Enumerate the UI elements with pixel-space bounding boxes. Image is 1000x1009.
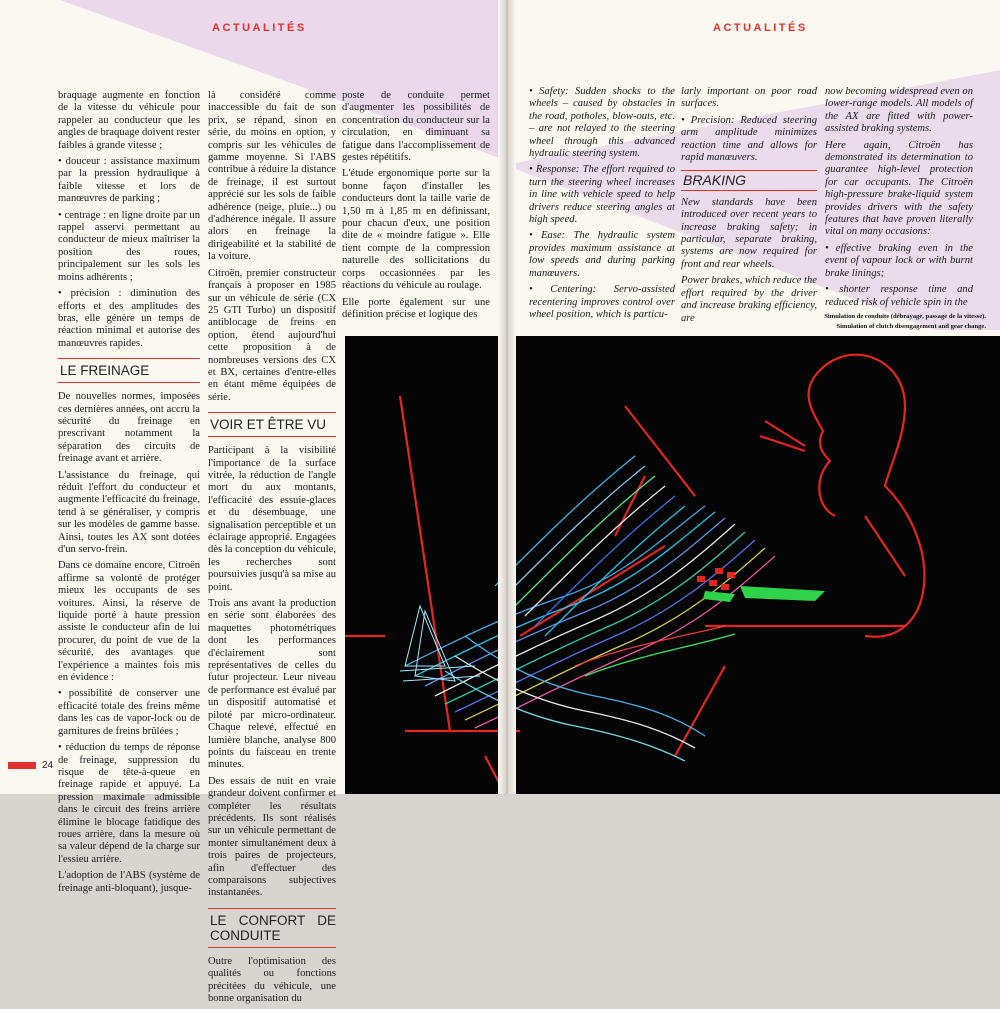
right-column-3 (825, 86, 973, 313)
paragraph: braquage augmente en fonction de la vitesse du véhicule pour rappeler au conducteur que les angles de braquage doivent rester faibles à grande vitesse ; (58, 90, 200, 151)
paragraph: Power brakes, which reduce the effort required by the driver and increase braking efficiency, are (681, 275, 817, 324)
paragraph: Des essais de nuit en vraie grandeur doivent confirmer et compléter les résultats précédents. Ils sont réalisés sur un véhicule permettant de monter simultanément deux à trois paires de projecteurs, afin d'effectuer des comparaisons subjectives instantanées. (208, 775, 336, 899)
paragraph: Participant à la visibilité l'importance de la surface vitrée, la réduction de l'angle mort du aux montants, l'efficacité des essuie-glaces et du désembuage, une signalisation perceptible et un éclairage approprié. Engagées dès la conception du véhicule, les recherches sont poursuivies jusqu'à sa mise au point. (208, 445, 336, 593)
page-number-text: 24 (42, 760, 54, 771)
paragraph: • Precision: Reduced steering arm amplitude minimizes reaction time and allows for rapid manœuvers. (681, 114, 817, 164)
right-column-2 (681, 86, 817, 329)
paragraph: • possibilité de conserver une efficacité totale des freins même dans les cas de vapor-lock ou de garnitures de freins brûlées ; (58, 688, 200, 737)
driving-simulation-figure (345, 336, 1000, 794)
section-heading-freinage: LE FREINAGE (58, 358, 200, 383)
left-column-1 (58, 90, 200, 899)
right-column-1 (529, 86, 675, 325)
section-heading-voir: VOIR ET ÊTRE VU (208, 412, 336, 437)
paragraph: • précision : diminution des efforts et des amplitudes des bras, elle génère un temps de réaction minimal et autorise des manœuvres rapides. (58, 288, 200, 349)
paragraph: • centrage : en ligne droite par un rappel asservi permettant au conducteur de mieux maîtriser la position des roues, principalement sur les sols les moins adhérents ; (58, 209, 200, 283)
page-number-bar (8, 762, 36, 769)
section-heading-braking: BRAKING (681, 170, 817, 190)
paragraph: • Safety: Sudden shocks to the wheels – caused by obstacles in the road, potholes, blow-outs, etc. – are not relayed to the steering wheel through this advanced hydraulic steering system. (529, 86, 675, 160)
paragraph: • shorter response time and reduced risk of vehicle spin in the (825, 284, 973, 308)
paragraph: Dans ce domaine encore, Citroën affirme sa volonté de protéger mieux les occupants de ses voitures. Ainsi, la réserve de liquide porté à haute pression assiste le conducteur afin de lui procurer, du point de vue de la sécurité, des avantages que l'expérience a maintes fois mis en évidence : (58, 560, 200, 684)
paragraph: Citroën, premier constructeur français à proposer en 1985 sur un véhicule de série (CX 25 GTI Turbo) un dispositif antiblocage de freins en option, étend aujourd'hui cette proposition à de nombreuses versions des CX et BX, certaines d'entre-elles en étant même équipées de série. (208, 267, 336, 403)
paragraph: là considéré comme inaccessible du fait de son prix, se répand, sinon en série, du moins en option, y compris sur les véhicules de gamme moyenne. Si l'ABS contribue à réduire la distance de freinage, il est surtout apprécié sur les sols de faible adhérence (neige, pluie...) ou d'adhérence inégale. Il assure alors en freinage la dirigeabilité et la stabilité de la voiture. (208, 90, 336, 263)
paragraph: New standards have been introduced over recent years to increase braking safety; in particular, separate braking, systems are now required for front and rear wheels. (681, 196, 817, 270)
section-heading-confort: LE CONFORT DE CONDUITE (208, 908, 336, 948)
caption-english: Simulation of clutch disengagement and gear change. (836, 323, 986, 330)
paragraph: Here again, Citroën has demonstrated its determination to guarantee high-level protection for car occupants. The Citroën high-pressure brake-liquid system provides drivers with the safety features that have proven literally vital on many occasions: (825, 139, 973, 238)
simulation-illustration (345, 336, 1000, 794)
caption-french: Simulation de conduite (débrayage, passage de la vitesse). (824, 313, 986, 320)
paragraph: larly important on poor road surfaces. (681, 86, 817, 110)
paragraph: now becoming widespread even on lower-range models. All models of the AX are fitted with power-assisted braking systems. (825, 86, 973, 135)
paragraph: • Response: The effort required to turn the steering wheel increases in line with vehicle speed to help drivers reduce steering angles at high speed. (529, 164, 675, 226)
paragraph: • effective braking even in the event of vapour lock or with burnt brake linings; (825, 242, 973, 279)
left-column-3 (342, 90, 490, 325)
paragraph: L'adoption de l'ABS (système de freinage anti-bloquant), jusque- (58, 870, 200, 894)
paragraph: Trois ans avant la production en série sont élaborées des maquettes photométriques dont les performances d'éclairement sont représentatives de celles du futur projecteur. Leur niveau de performance est évalué par un dispositif automatisé et piloté par micro-ordinateur. Chaque relevé, effectué en lumière blanche, analyse 800 points du faisceau en trente minutes. (208, 598, 336, 771)
paragraph: L'assistance du freinage, qui réduit l'effort du conducteur et augmente l'efficacité du freinage, tend à se généraliser, y compris sur les modèles de gamme basse. Ainsi, toutes les AX sont dotées d'un servo-frein. (58, 469, 200, 555)
rubric-right: ACTUALITÉS (713, 22, 808, 34)
paragraph: • réduction du temps de réponse de freinage, suppression du risque de tête-à-queue en freinage rapide et appuyé. La pression maximale admissible dans le circuit des freins arrière élimine le blocage fatidique des roues arrière, dans la mesure où sa valeur dépend de la charge sur l'essieu arrière. (58, 742, 200, 865)
rubric-left: ACTUALITÉS (212, 22, 307, 34)
paragraph: L'étude ergonomique porte sur la bonne façon d'installer les conducteurs dont la taille varie de 1,50 m à 1,85 m en définissant, pour chacun d'eux, une position dite de « moindre fatigue ». Elle tient compte de la compression naturelle des sollicitations du corps occasionnées par les réactions du véhicule au roulage. (342, 168, 490, 292)
paragraph: • Centering: Servo-assisted recentering improves control over wheel position, which is particu- (529, 284, 675, 320)
page-gutter (498, 0, 516, 794)
left-column-2 (208, 90, 336, 1009)
paragraph: • douceur : assistance maximum par la pression hydraulique à faible vitesse et lors de manœuvres de parking ; (58, 156, 200, 205)
page-number (8, 760, 53, 771)
paragraph: Outre l'optimisation des qualités ou fonctions précitées du véhicule, une bonne organisation du (208, 955, 336, 1004)
paragraph: De nouvelles normes, imposées ces dernières années, ont accru la sécurité du freinage en prescrivant notamment la séparation des circuits de freinage avant et arrière. (58, 391, 200, 465)
paragraph: • Ease: The hydraulic system provides maximum assistance at low speeds and during parking manœuvers. (529, 230, 675, 279)
paragraph: poste de conduite permet d'augmenter les possibilités de concentration du conducteur sur la circulation, en diminuant sa fatigue dans l'accomplissement de gestes répétitifs. (342, 90, 490, 164)
paragraph: Elle porte également sur une définition précise et logique des (342, 296, 490, 320)
